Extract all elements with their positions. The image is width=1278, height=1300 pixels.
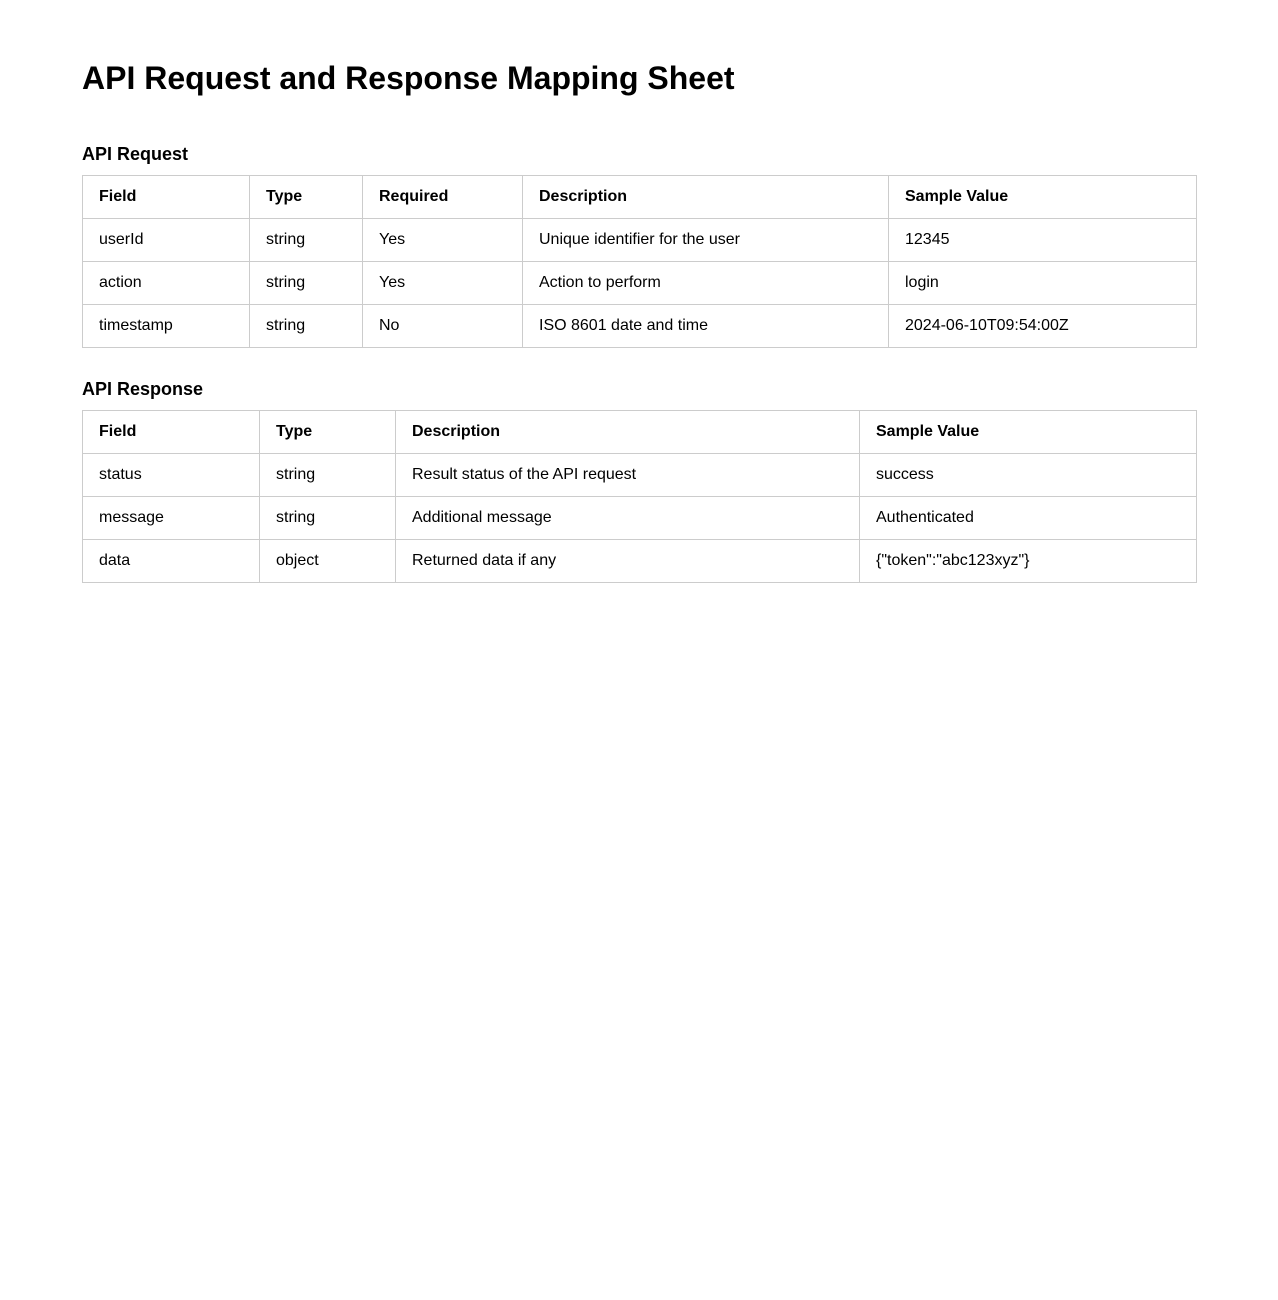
column-header-field: Field (83, 411, 260, 454)
cell-sample-value: Authenticated (860, 497, 1197, 540)
cell-field: userId (83, 219, 250, 262)
cell-required: Yes (363, 262, 523, 305)
table-row (83, 219, 1197, 262)
cell-description: ISO 8601 date and time (523, 305, 889, 348)
cell-field: timestamp (83, 305, 250, 348)
response-table (82, 410, 1197, 583)
cell-description: Unique identifier for the user (523, 219, 889, 262)
page-title: API Request and Response Mapping Sheet (82, 60, 735, 96)
cell-type: string (250, 305, 363, 348)
cell-sample-value: 12345 (889, 219, 1197, 262)
column-header-description: Description (523, 176, 889, 219)
table-row (83, 497, 1197, 540)
cell-description: Result status of the API request (396, 454, 860, 497)
cell-sample-value: {"token":"abc123xyz"} (860, 540, 1197, 583)
table-header-row (83, 176, 1197, 219)
request-table (82, 175, 1197, 348)
cell-required: Yes (363, 219, 523, 262)
table-row (83, 262, 1197, 305)
cell-sample-value: success (860, 454, 1197, 497)
table-row (83, 540, 1197, 583)
column-header-sample-value: Sample Value (889, 176, 1197, 219)
cell-field: data (83, 540, 260, 583)
response-section-heading: API Response (82, 379, 204, 399)
table-row (83, 305, 1197, 348)
cell-sample-value: login (889, 262, 1197, 305)
cell-field: status (83, 454, 260, 497)
table-row (83, 454, 1197, 497)
column-header-sample-value: Sample Value (860, 411, 1197, 454)
table-header-row (83, 411, 1197, 454)
cell-type: object (260, 540, 396, 583)
cell-type: string (260, 497, 396, 540)
cell-description: Action to perform (523, 262, 889, 305)
cell-type: string (250, 219, 363, 262)
cell-required: No (363, 305, 523, 348)
cell-type: string (250, 262, 363, 305)
cell-description: Additional message (396, 497, 860, 540)
cell-type: string (260, 454, 396, 497)
column-header-required: Required (363, 176, 523, 219)
cell-field: message (83, 497, 260, 540)
column-header-description: Description (396, 411, 860, 454)
column-header-type: Type (260, 411, 396, 454)
column-header-type: Type (250, 176, 363, 219)
request-section-heading: API Request (82, 144, 189, 164)
column-header-field: Field (83, 176, 250, 219)
cell-sample-value: 2024-06-10T09:54:00Z (889, 305, 1197, 348)
cell-description: Returned data if any (396, 540, 860, 583)
cell-field: action (83, 262, 250, 305)
